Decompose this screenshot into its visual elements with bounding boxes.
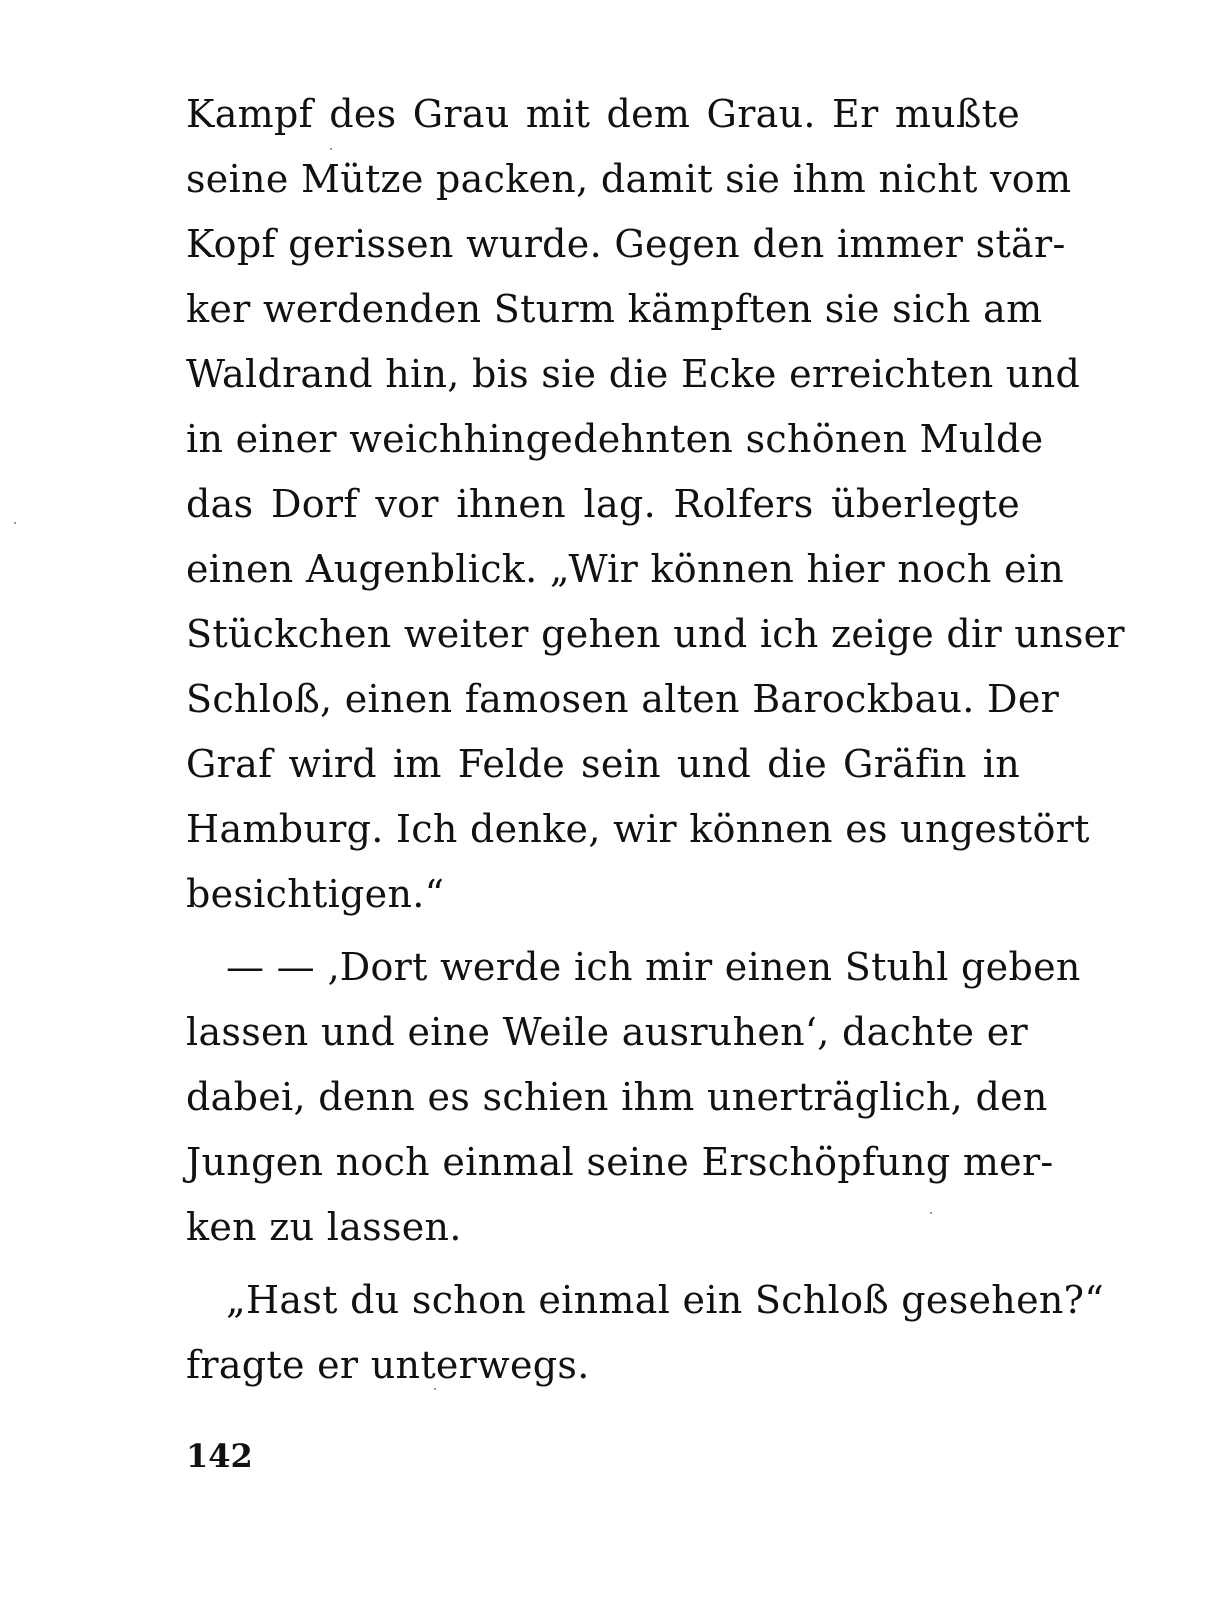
text-line: ken zu lassen. (186, 1205, 462, 1249)
text-line: besichtigen.“ (186, 872, 445, 916)
scan-speck (330, 148, 332, 150)
paragraph-1 (186, 82, 1125, 927)
text-line: in einer weichhingedehnten schönen Mulde (186, 417, 1044, 461)
text-line: Schloß, einen famosen alten Barockbau. Der (186, 677, 1060, 721)
text-line: lassen und eine Weile ausruhen‘, dachte er (186, 1010, 1028, 1054)
text-line: fragte er unterwegs. (186, 1343, 590, 1387)
paragraph-gap (186, 1260, 1020, 1268)
paragraph-3 (186, 1268, 1105, 1398)
text-line: Kopf gerissen wurde. Gegen den immer stär- (186, 222, 1066, 266)
text-line: Jungen noch einmal seine Erschöpfung mer- (186, 1140, 1054, 1184)
paragraph-gap (186, 927, 1020, 935)
text-line: Waldrand hin, bis sie die Ecke erreichten und (186, 352, 1081, 396)
scan-speck (14, 522, 16, 524)
text-line: dabei, denn es schien ihm unerträglich, den (186, 1075, 1048, 1119)
text-line: einen Augenblick. „Wir können hier noch ein (186, 547, 1065, 591)
text-line: — — ‚Dort werde ich mir einen Stuhl geben (226, 945, 1081, 989)
scan-speck (930, 1212, 932, 1214)
paragraph-2 (186, 935, 1081, 1260)
text-line: „Hast du schon einmal ein Schloß gesehen?“ (226, 1278, 1105, 1322)
body-text (186, 82, 1125, 1398)
text-line: Kampf des Grau mit dem Grau. Er mußte (186, 92, 1020, 136)
text-line: Hamburg. Ich denke, wir können es ungestört (186, 807, 1090, 851)
text-line: seine Mütze packen, damit sie ihm nicht vom (186, 157, 1072, 201)
text-line: Graf wird im Felde sein und die Gräfin in (186, 742, 1020, 786)
page-number: 142 (186, 1437, 253, 1475)
scan-speck (434, 1388, 436, 1390)
text-line: Stückchen weiter gehen und ich zeige dir unser (186, 612, 1125, 656)
text-line: das Dorf vor ihnen lag. Rolfers überlegte (186, 482, 1020, 526)
text-line: ker werdenden Sturm kämpften sie sich am (186, 287, 1043, 331)
